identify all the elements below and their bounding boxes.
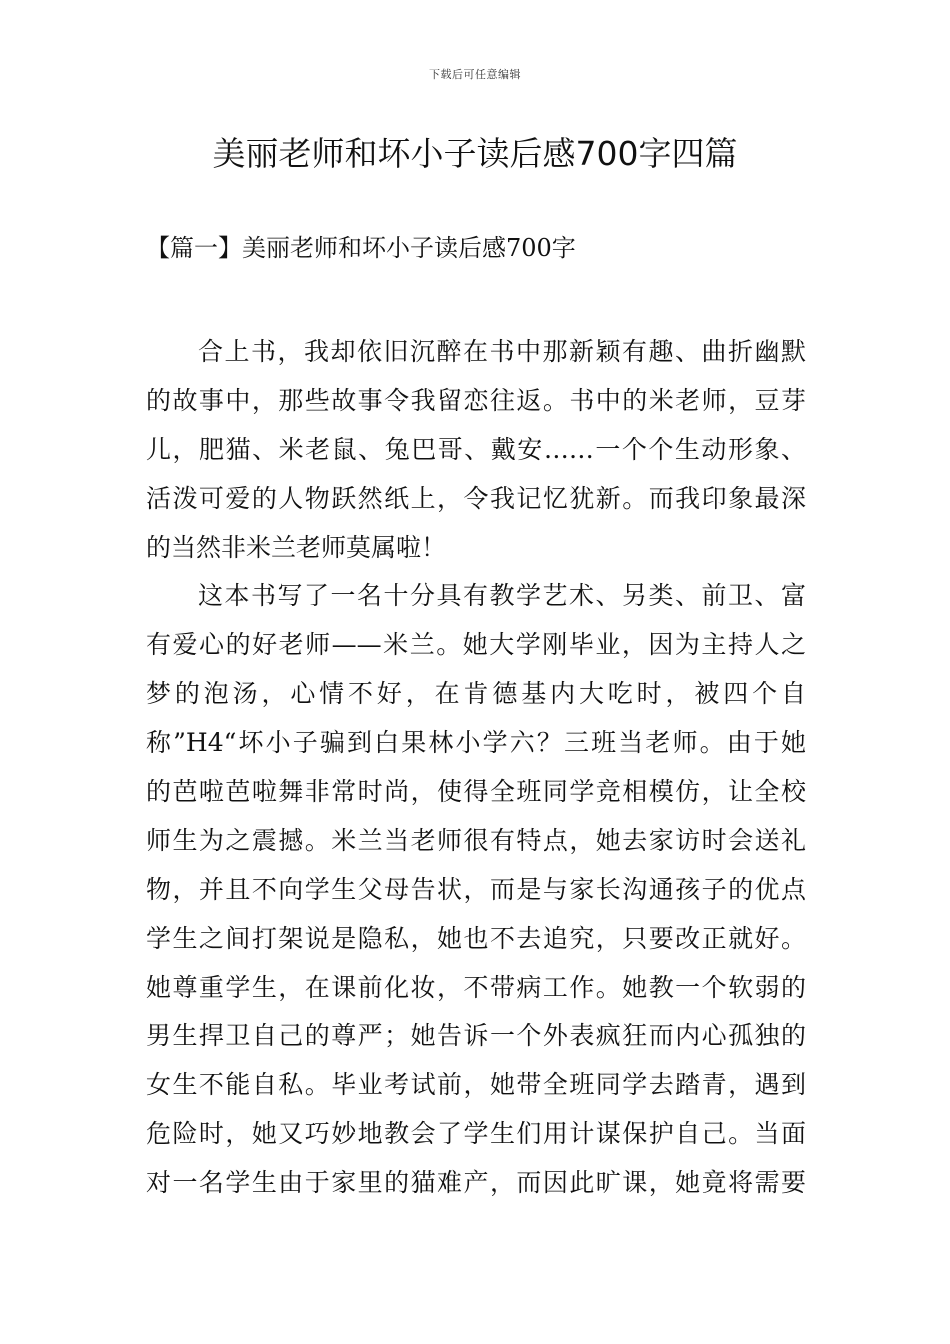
header-note: 下载后可任意编辑 <box>429 68 521 81</box>
paragraph-line: 男生捍卫自己的尊严；她告诉一个外表疯狂而内心孤独的 <box>146 1021 806 1051</box>
paragraph-line: 合上书，我却依旧沉醉在书中那新颖有趣、曲折幽默 <box>198 337 806 366</box>
paragraph-line: 物，并且不向学生父母告状，而是与家长沟通孩子的优点 <box>146 874 806 904</box>
paragraph-line: 儿，肥猫、米老鼠、兔巴哥、戴安……一个个生动形象、 <box>146 434 806 464</box>
document-title: 美丽老师和坏小子读后感700字四篇 <box>212 134 738 173</box>
paragraph-line: 这本书写了一名十分具有教学艺术、另类、前卫、富 <box>198 581 806 611</box>
paragraph-line: 对一名学生由于家里的猫难产，而因此旷课，她竟将需要 <box>146 1168 806 1198</box>
paragraph-line: 女生不能自私。毕业考试前，她带全班同学去踏青，遇到 <box>146 1070 806 1100</box>
body-text <box>146 330 806 1210</box>
paragraph-line: 师生为之震撼。米兰当老师很有特点，她去家访时会送礼 <box>146 825 806 855</box>
paragraph-line: 她尊重学生，在课前化妆，不带病工作。她教一个软弱的 <box>146 972 806 1002</box>
paragraph-line: 称”H4“坏小子骗到白果林小学六？三班当老师。由于她 <box>146 728 806 758</box>
paragraph-line: 学生之间打架说是隐私，她也不去追究，只要改正就好。 <box>146 923 806 953</box>
paragraph-line: 的当然非米兰老师莫属啦！ <box>146 532 447 562</box>
paragraph-line: 危险时，她又巧妙地教会了学生们用计谋保护自己。当面 <box>146 1119 806 1149</box>
section-heading: 【篇一】美丽老师和坏小子读后感700字 <box>146 234 576 262</box>
paragraph-line: 的芭啦芭啦舞非常时尚，使得全班同学竞相模仿，让全校 <box>146 777 806 807</box>
paragraph-line: 有爱心的好老师——米兰。她大学刚毕业，因为主持人之 <box>146 630 806 660</box>
paragraph-line: 活泼可爱的人物跃然纸上，令我记忆犹新。而我印象最深 <box>146 483 806 513</box>
paragraph-line: 梦的泡汤，心情不好，在肯德基内大吃时，被四个自 <box>146 679 806 709</box>
paragraph-line: 的故事中，那些故事令我留恋往返。书中的米老师，豆芽 <box>146 385 806 415</box>
